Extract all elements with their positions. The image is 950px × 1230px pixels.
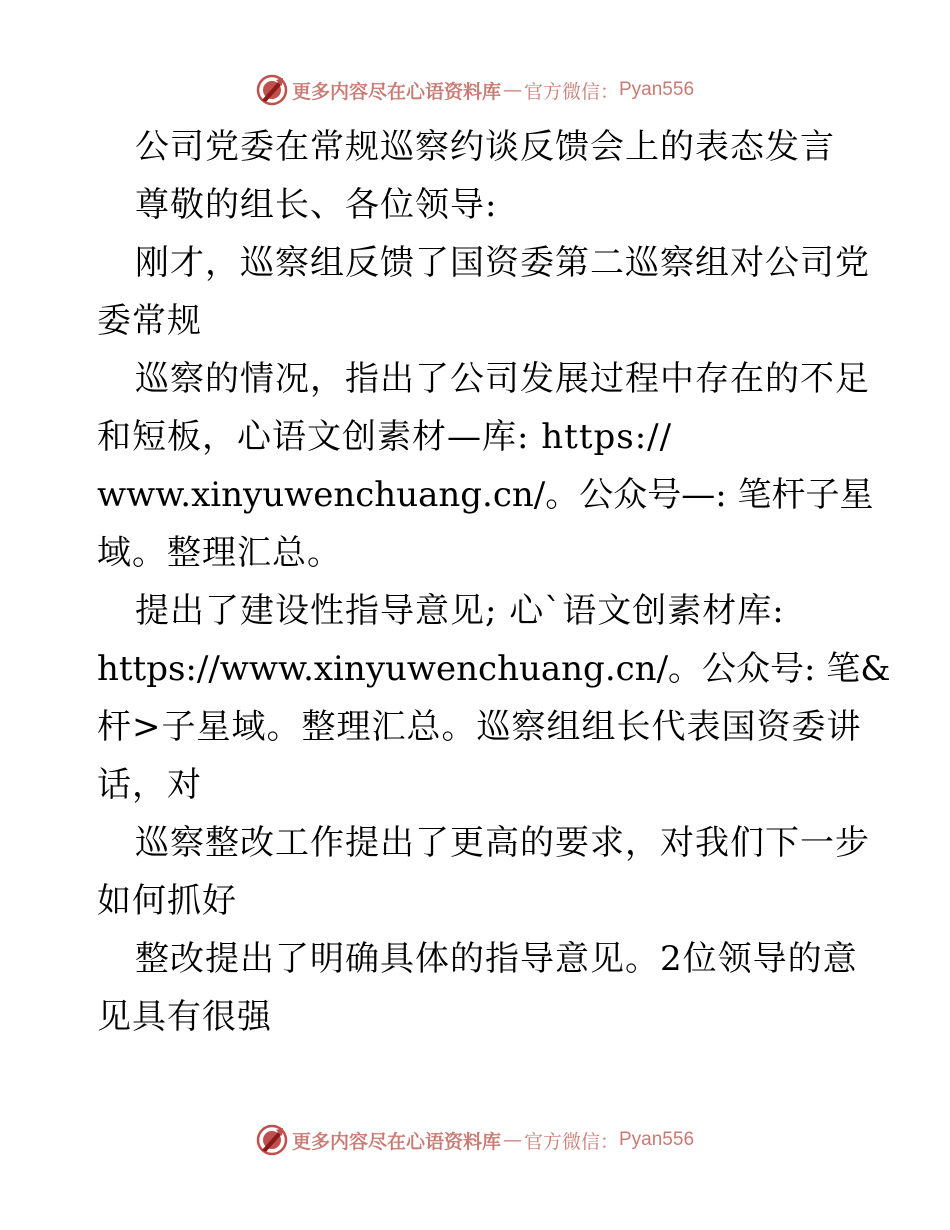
paragraph-line: 委常规 [97, 301, 202, 341]
paragraph-line: 巡察整改工作提出了更高的要求，对我们下一步 [135, 823, 870, 863]
promo-text: 更多内容尽在心语资料库 [291, 1130, 501, 1153]
quill-pen-logo-icon [256, 1124, 288, 1156]
header-banner [0, 70, 950, 110]
paragraph-line: 和短板，心语文创素材—库: https:// [97, 417, 673, 457]
wechat-id: Pyan556 [619, 1129, 695, 1150]
dash: — [502, 1129, 522, 1151]
paragraph-line: 杆>子星域。整理汇总。巡察组组长代表国资委讲 [97, 707, 862, 747]
paragraph-line: 见具有很强 [97, 997, 272, 1037]
paragraph-line: 巡察的情况，指出了公司发展过程中存在的不足 [135, 359, 870, 399]
salutation: 尊敬的组长、各位领导: [135, 185, 498, 225]
document-body [97, 118, 891, 1046]
paragraph-line: 如何抓好 [97, 881, 237, 921]
dash: — [502, 79, 522, 101]
paragraph-line: www.xinyuwenchuang.cn/。公众号—: 笔杆子星 [97, 475, 874, 515]
promo-text: 更多内容尽在心语资料库 [291, 80, 501, 103]
wechat-label: 官方微信： [523, 80, 619, 103]
footer-banner [0, 1120, 950, 1160]
paragraph-line: 话，对 [97, 765, 202, 805]
document-title: 公司党委在常规巡察约谈反馈会上的表态发言 [135, 127, 835, 167]
paragraph-line: 提出了建设性指导意见; 心`语文创素材库: [135, 591, 785, 631]
paragraph-line: 域。整理汇总。 [97, 533, 342, 573]
paragraph-line: https://www.xinyuwenchuang.cn/。公众号: 笔& [97, 649, 891, 689]
paragraph-line: 刚才，巡察组反馈了国资委第二巡察组对公司党 [135, 243, 870, 283]
wechat-id: Pyan556 [619, 79, 695, 100]
paragraph-line: 整改提出了明确具体的指导意见。2位领导的意 [135, 939, 858, 979]
quill-pen-logo-icon [256, 74, 288, 106]
wechat-label: 官方微信： [523, 1130, 619, 1153]
